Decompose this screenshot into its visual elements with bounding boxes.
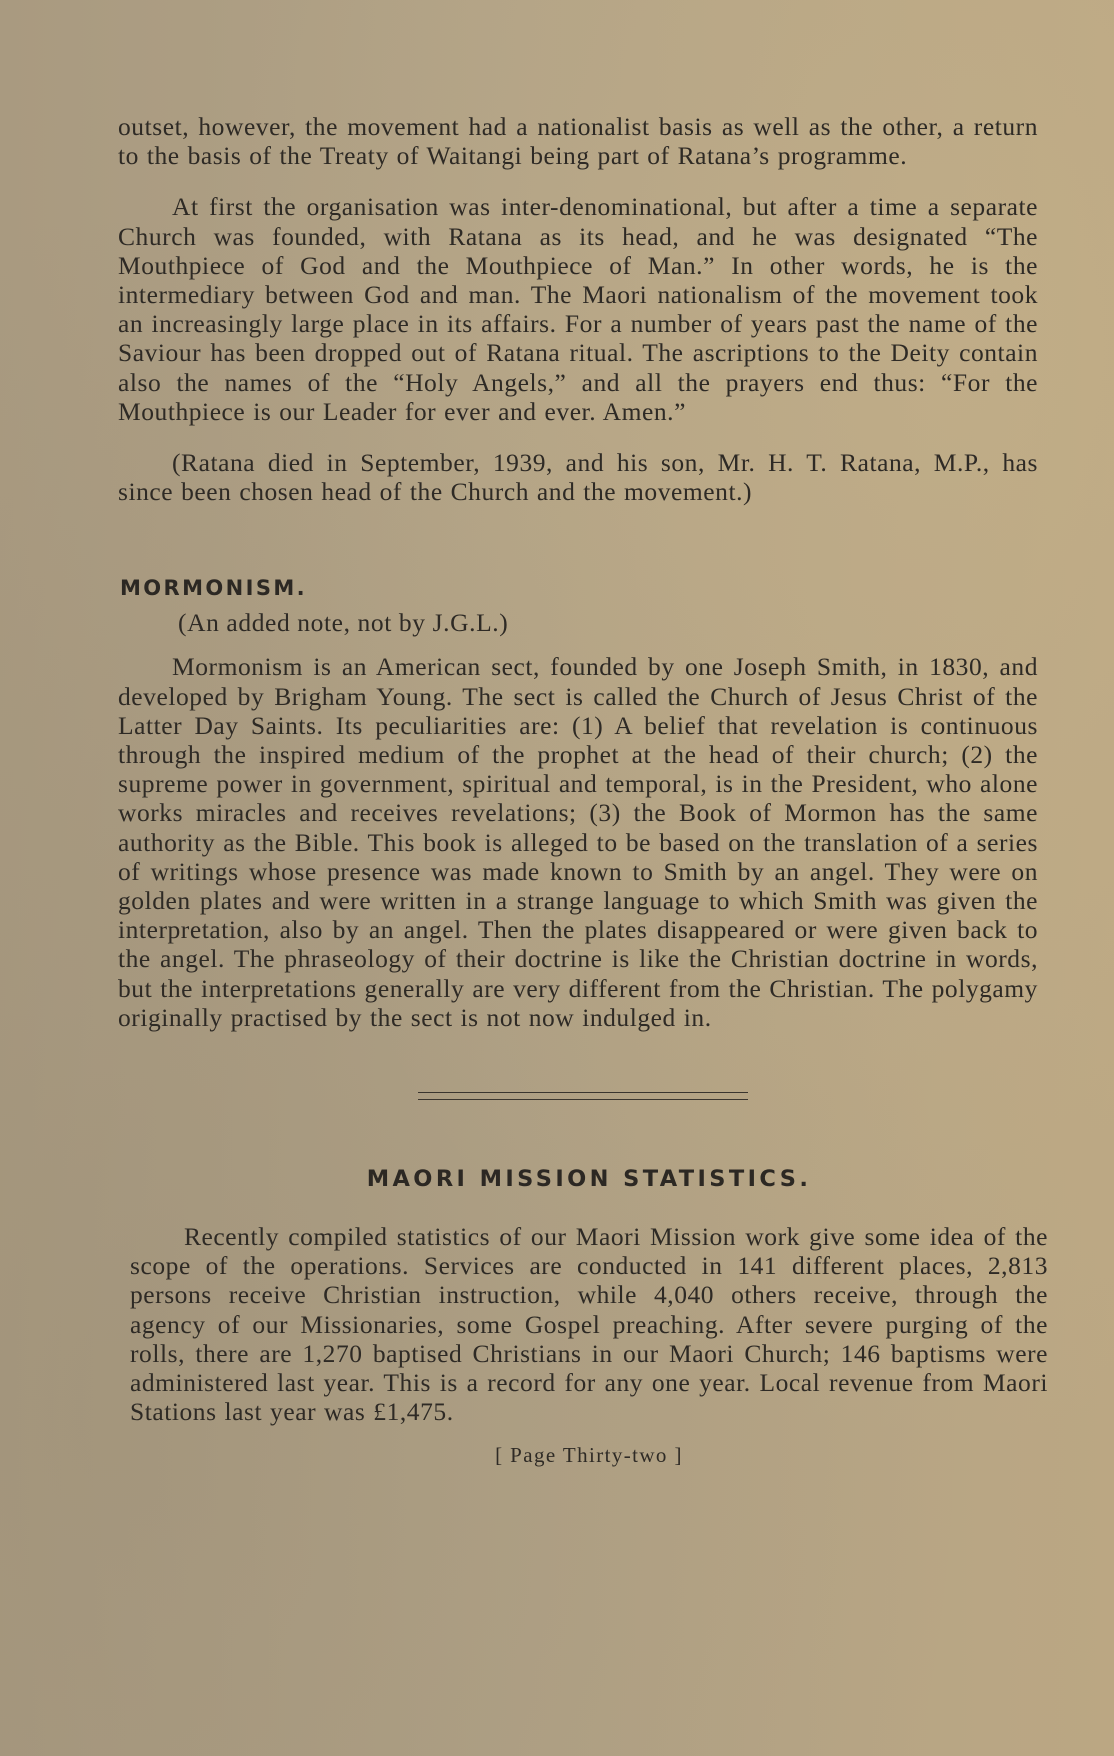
mormonism-heading: MORMONISM. bbox=[120, 576, 308, 601]
ratana-paragraph-3: (Ratana died in September, 1939, and his son, Mr. H. T. Ratana, M.P., has since been chosen head of the Church and the movement.) bbox=[118, 448, 1038, 507]
divider-line-top bbox=[418, 1092, 748, 1093]
statistics-section bbox=[130, 1166, 1048, 1467]
mormonism-note: (An added note, not by J.G.L.) bbox=[178, 608, 509, 638]
ratana-paragraph-2: At first the organisation was inter-denominational, but after a time a separate Church was founded, with Ratana as its head, and he was designated “The Mouthpiece of God and the Mouthpiece of Man.” In other words, he is the intermediary between God and man. The Maori nationalism of the movement took an increasingly large place in its affairs. For a number of years past the name of the Saviour has been dropped out of Ratana ritual. The ascriptions to the Deity contain also the names of the “Holy Angels,” and all the prayers end thus: “For the Mouthpiece is our Leader for ever and ever. Amen.” bbox=[118, 192, 1038, 426]
divider-line-bottom bbox=[418, 1099, 748, 1100]
ratana-section bbox=[118, 112, 1038, 506]
document-page bbox=[118, 112, 1048, 1468]
mormonism-section bbox=[118, 576, 1038, 1032]
statistics-heading: MAORI MISSION STATISTICS. bbox=[366, 1166, 812, 1193]
section-divider bbox=[118, 1092, 1038, 1108]
mormonism-paragraph: Mormonism is an American sect, founded by one Joseph Smith, in 1830, and developed by Brigham Young. The sect is called the Church of Jesus Christ of the Latter Day Saints. Its peculiarities are: (1) A belief that revelation is continuous through the inspired medium of the prophet at the head of their church; (2) the supreme power in government, spiritual and temporal, is in the President, who alone works miracles and receives revelations; (3) the Book of Mormon has the same authority as the Bible. This book is alleged to be based on the translation of a series of writings whose presence was made known to Smith by an angel. They were on golden plates and were written in a strange language to which Smith was given the interpretation, also by an angel. Then the plates disappeared or were given back to the angel. The phraseology of their doctrine is like the Christian doctrine in words, but the interpretations generally are very different from the Christian. The polygamy originally practised by the sect is not now indulged in. bbox=[118, 652, 1038, 1032]
ratana-paragraph-1: outset, however, the movement had a nationalist basis as well as the other, a return to the basis of the Treaty of Waitangi being part of Ratana’s programme. bbox=[118, 112, 1038, 171]
page-number: [ Page Thirty-two ] bbox=[495, 1442, 683, 1467]
statistics-paragraph: Recently compiled statistics of our Maori Mission work give some idea of the scope of the operations. Services are conducted in 141 different places, 2,813 persons receive Christian instruction, while 4,040 others receive, through the agency of our Missionaries, some Gospel preaching. After severe purging of the rolls, there are 1,270 baptised Christians in our Maori Church; 146 baptisms were administered last year. This is a record for any one year. Local revenue from Maori Stations last year was £1,475. bbox=[130, 1222, 1048, 1427]
